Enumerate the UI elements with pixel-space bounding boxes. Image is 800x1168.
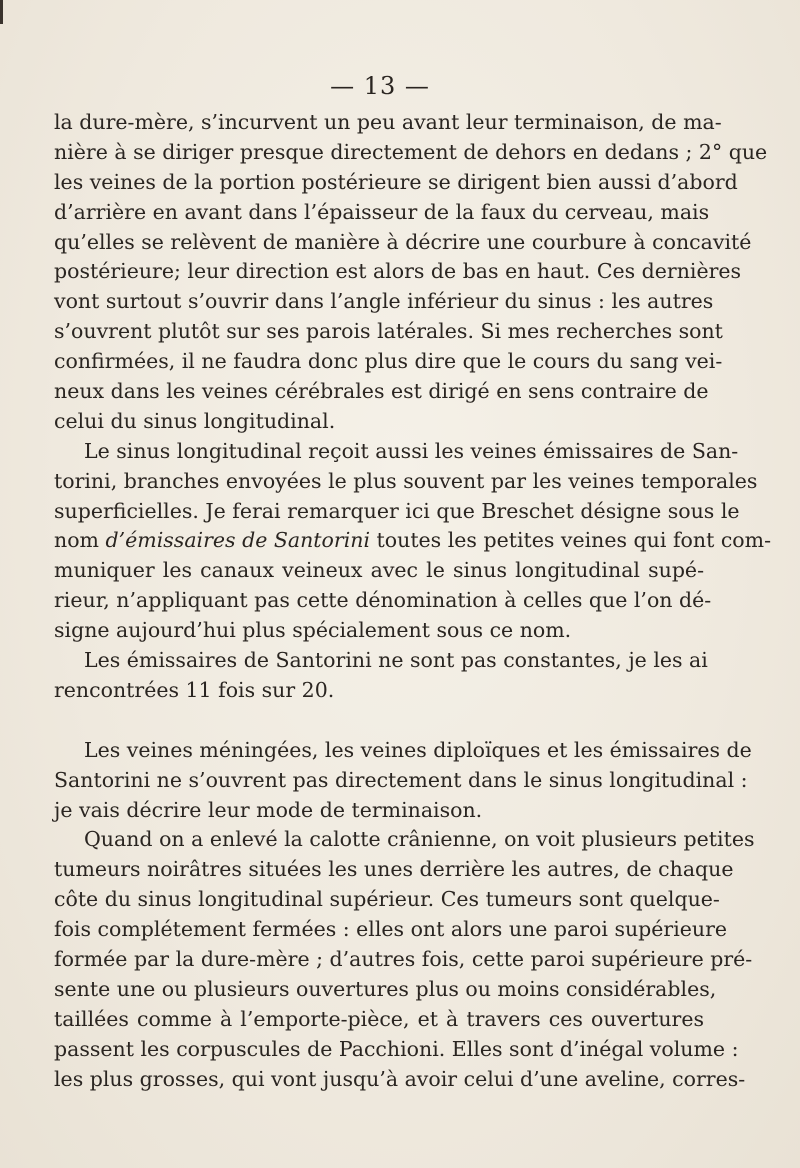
text-line: la dure-mère, s’incurvent un peu avant leur terminaison, de ma- <box>54 110 722 134</box>
text-line: rencontrées 11 fois sur 20. <box>54 677 335 702</box>
text-line: nom d’émissaires de Santorini toutes les petites veines qui font com- <box>54 528 772 553</box>
page-edge-mark <box>0 0 3 24</box>
text-line: qu’elles se relèvent de manière à décrire une courbure à concavité <box>54 229 752 254</box>
text-line: muniquer les canaux veineux avec le sinus longitudinal supé- <box>54 558 704 583</box>
text-line: superficielles. Je ferai remarquer ici que Breschet désigne sous le <box>54 498 740 523</box>
paragraph-start-line: Le sinus longitudinal reçoit aussi les veines émissaires de San- <box>84 438 739 463</box>
text-line: rieur, n’appliquant pas cette dénomination à celles que l’on dé- <box>54 588 712 613</box>
text-line: tumeurs noirâtres situées les unes derrière les autres, de chaque <box>54 857 734 882</box>
text-line: d’arrière en avant dans l’épaisseur de la faux du cerveau, mais <box>54 199 710 224</box>
text-line: s’ouvrent plutôt sur ses parois latérales. Si mes recherches sont <box>54 319 723 344</box>
text-line: postérieure; leur direction est alors de bas en haut. Ces dernières <box>54 259 742 284</box>
text-line: Santorini ne s’ouvrent pas directement dans le sinus longitudinal : <box>54 767 748 792</box>
page-number: — 13 — <box>330 72 430 100</box>
text-line: côte du sinus longitudinal supérieur. Ces tumeurs sont quelque- <box>54 887 720 912</box>
text-line: sente une ou plusieurs ouvertures plus ou moins considérables, <box>54 976 717 1001</box>
text-line: celui du sinus longitudinal. <box>54 408 336 433</box>
text-line: vont surtout s’ouvrir dans l’angle inférieur du sinus : les autres <box>54 289 714 314</box>
text-line: torini, branches envoyées le plus souvent par les veines temporales <box>54 468 758 493</box>
text-line: fois complétement fermées : elles ont alors une paroi supérieure <box>54 917 728 942</box>
body-text <box>54 108 772 1095</box>
text-line: les veines de la portion postérieure se dirigent bien aussi d’abord <box>54 169 738 194</box>
text-line: formée par la dure-mère ; d’autres fois, cette paroi supérieure pré- <box>54 947 753 972</box>
text-line: confirmées, il ne faudra donc plus dire que le cours du sang vei- <box>54 349 723 374</box>
paragraph-start-line: Les émissaires de Santorini ne sont pas constantes, je les ai <box>84 648 708 673</box>
paragraph-start-line: Les veines méningées, les veines diploïques et les émissaires de <box>84 737 752 762</box>
text-line: je vais décrire leur mode de terminaison. <box>54 797 483 822</box>
text-line: signe aujourd’hui plus spécialement sous ce nom. <box>54 618 572 643</box>
text-line: nière à se diriger presque directement de dehors en dedans ; 2° que <box>54 139 768 164</box>
text-line: taillées comme à l’emporte-pièce, et à travers ces ouvertures <box>54 1006 704 1031</box>
text-line: passent les corpuscules de Pacchioni. Elles sont d’inégal volume : <box>54 1036 739 1061</box>
text-line: les plus grosses, qui vont jusqu’à avoir celui d’une aveline, corres- <box>54 1066 746 1091</box>
text-line: neux dans les veines cérébrales est dirigé en sens contraire de <box>54 379 709 404</box>
paragraph-start-line: Quand on a enlevé la calotte crânienne, on voit plusieurs petites <box>84 827 755 852</box>
italic-term: d’émissaires de Santorini <box>105 528 371 553</box>
